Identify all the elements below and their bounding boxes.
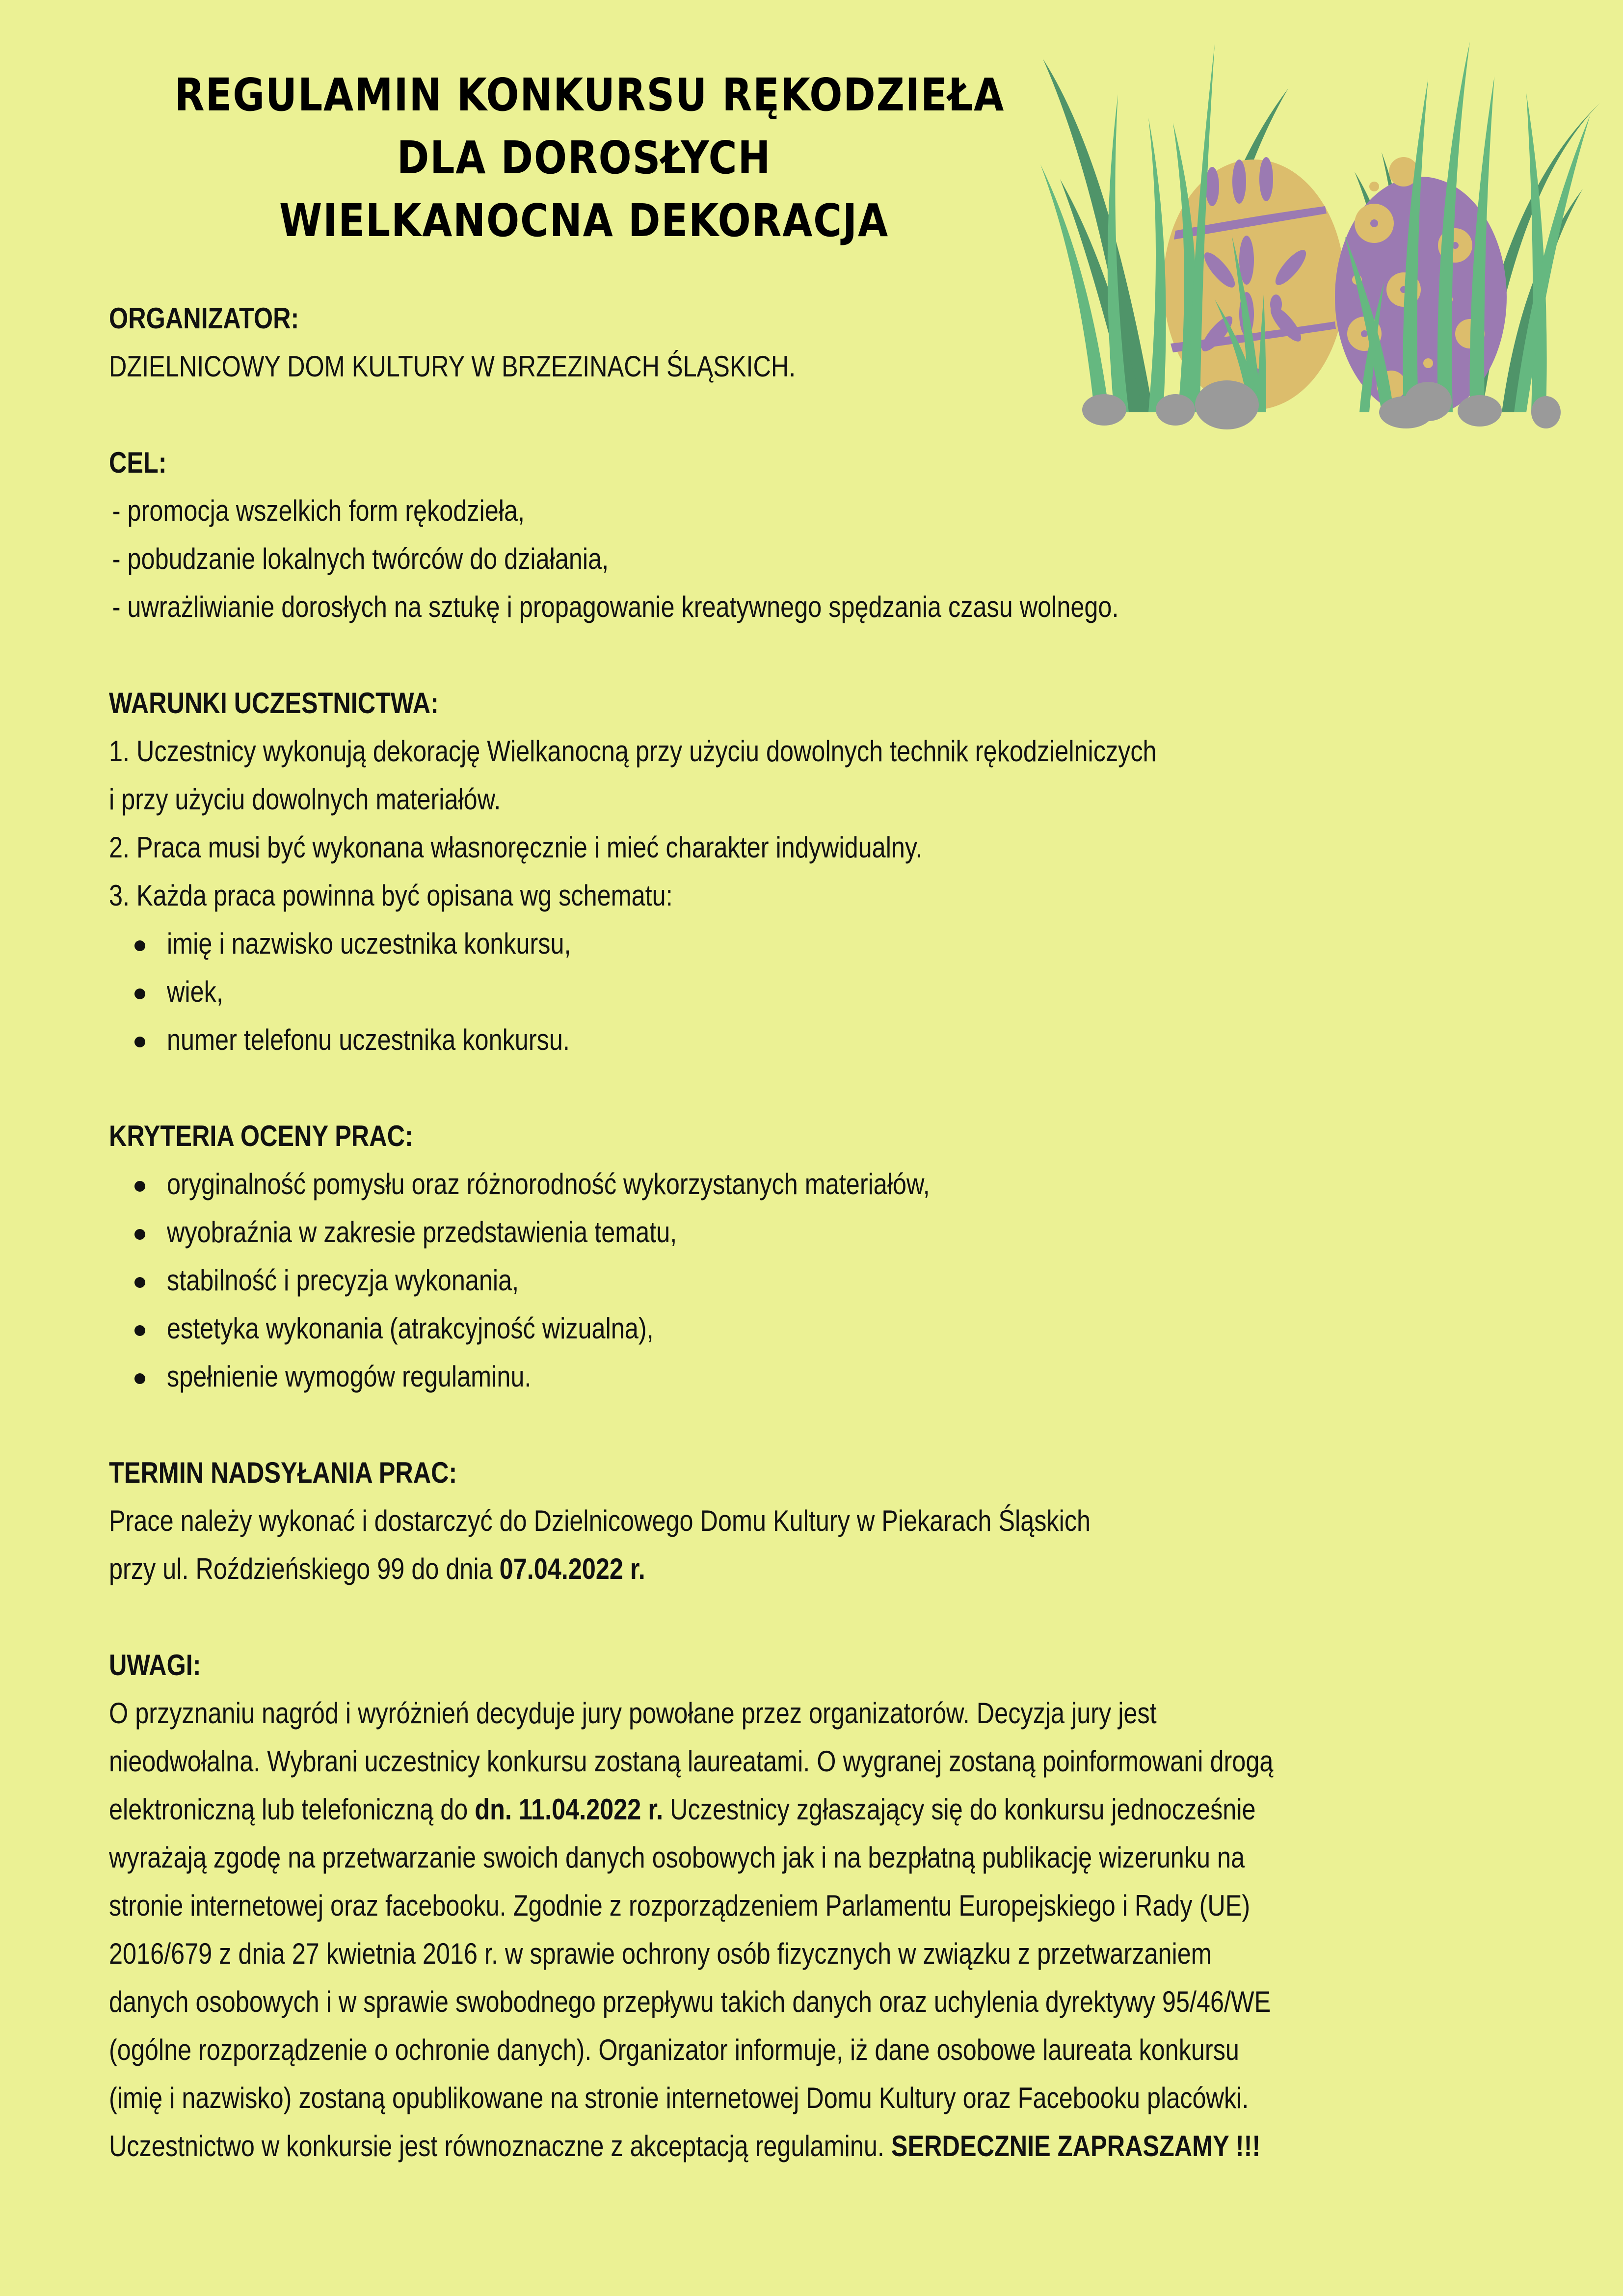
list-item-text: numer telefonu uczestnika konkursu.: [167, 1023, 570, 1056]
title-line: WIELKANOCNA DEKORACJA: [279, 194, 889, 247]
notes-line: stronie internetowej oraz facebooku. Zgodnie z rozporządzeniem Parlamentu Europejskiego i Rady (UE): [109, 1889, 1251, 1922]
list-item: [109, 920, 1571, 968]
section-heading: CEL:: [109, 446, 167, 479]
invitation-text: SERDECZNIE ZAPRASZAMY !!!: [891, 2130, 1261, 2163]
notes-line: nieodwołalna. Wybrani uczestnicy konkursu zostaną laureatami. O wygranej zostaną poinformowani drogą: [109, 1745, 1274, 1778]
condition-line: i przy użyciu dowolnych materiałów.: [109, 783, 501, 816]
section-deadline: [109, 1449, 1571, 1593]
list-item: [109, 1016, 1571, 1064]
page-title: [174, 64, 1005, 252]
rules-content: [109, 294, 1571, 2218]
bullet-icon: [134, 988, 145, 999]
list-item-text: stabilność i precyzja wykonania,: [167, 1264, 519, 1297]
notes-line: O przyznaniu nagród i wyróżnień decyduje jury powołane przez organizatorów. Decyzja jury jest: [109, 1697, 1157, 1730]
section-heading: TERMIN NADSYŁANIA PRAC:: [109, 1456, 457, 1489]
organizer-name: DZIELNICOWY DOM KULTURY W BRZEZINACH ŚLĄSKICH.: [109, 350, 796, 383]
section-goal: [109, 439, 1571, 631]
bullet-icon: [134, 1325, 145, 1336]
list-item-text: wiek,: [167, 975, 223, 1008]
deadline-line: Prace należy wykonać i dostarczyć do Dzielnicowego Domu Kultury w Piekarach Śląskich: [109, 1504, 1091, 1537]
section-notes: [109, 1641, 1571, 2170]
notes-paragraph: [109, 1689, 1569, 2170]
section-organizer: [109, 294, 1571, 391]
bullet-icon: [134, 1037, 145, 1047]
list-item-text: oryginalność pomysłu oraz różnorodność wykorzystanych materiałów,: [167, 1168, 930, 1201]
list-item-text: estetyka wykonania (atrakcyjność wizualna),: [167, 1312, 654, 1345]
goal-item: - pobudzanie lokalnych twórców do działania,: [112, 542, 609, 575]
bullet-icon: [134, 1373, 145, 1384]
list-item-text: wyobraźnia w zakresie przedstawienia tematu,: [167, 1216, 677, 1249]
condition-line: 2. Praca musi być wykonana własnoręcznie i mieć charakter indywidualny.: [109, 831, 923, 864]
condition-line: 3. Każda praca powinna być opisana wg schematu:: [109, 879, 673, 912]
section-heading: ORGANIZATOR:: [109, 302, 299, 335]
notes-text: elektroniczną lub telefoniczną do: [109, 1793, 475, 1826]
title-line: REGULAMIN KONKURSU RĘKODZIEŁA: [174, 69, 1005, 121]
list-item: [109, 1160, 1571, 1208]
section-heading: KRYTERIA OCENY PRAC:: [109, 1120, 413, 1152]
title-line: DLA DOROSŁYCH: [397, 132, 772, 184]
list-item: [109, 1208, 1571, 1256]
notes-line: danych osobowych i w sprawie swobodnego przepływu takich danych oraz uchylenia dyrektywy 95/46/WE: [109, 1985, 1271, 2018]
list-item: [109, 968, 1571, 1016]
notes-line: [109, 1786, 1569, 1834]
section-heading: WARUNKI UCZESTNICTWA:: [109, 687, 439, 720]
notes-line: 2016/679 z dnia 27 kwietnia 2016 r. w sprawie ochrony osób fizycznych w związku z przetwarzaniem: [109, 1937, 1212, 1970]
list-item: [109, 1353, 1571, 1401]
list-item: [109, 1256, 1571, 1305]
notes-line: [109, 2122, 1569, 2170]
bullet-icon: [134, 1277, 145, 1288]
bullet-icon: [134, 1181, 145, 1192]
notes-line: (imię i nazwisko) zostaną opublikowane na stronie internetowej Domu Kultury oraz Facebooku placówki.: [109, 2082, 1249, 2114]
bullet-icon: [134, 1229, 145, 1240]
results-date: dn. 11.04.2022 r.: [475, 1793, 664, 1826]
condition-bullets: [109, 920, 1571, 1064]
section-conditions: [109, 679, 1571, 1064]
notes-text: Uczestnictwo w konkursie jest równoznaczne z akceptacją regulaminu.: [109, 2130, 891, 2163]
list-item-text: spełnienie wymogów regulaminu.: [167, 1360, 532, 1393]
list-item: [109, 1305, 1571, 1353]
notes-line: wyrażają zgodę na przetwarzanie swoich danych osobowych jak i na bezpłatną publikację wizerunku na: [109, 1841, 1245, 1874]
notes-text: Uczestnicy zgłaszający się do konkursu jednocześnie: [663, 1793, 1256, 1826]
deadline-line: [109, 1545, 1337, 1593]
notes-line: (ogólne rozporządzenie o ochronie danych). Organizator informuje, iż dane osobowe laureata konkursu: [109, 2033, 1239, 2066]
section-criteria: [109, 1112, 1571, 1401]
list-item-text: imię i nazwisko uczestnika konkursu,: [167, 927, 571, 960]
section-heading: UWAGI:: [109, 1649, 201, 1682]
deadline-address: przy ul. Roździeńskiego 99 do dnia: [109, 1552, 500, 1585]
deadline-date: 07.04.2022 r.: [499, 1552, 645, 1585]
goal-item: - promocja wszelkich form rękodzieła,: [112, 494, 525, 527]
criteria-bullets: [109, 1160, 1571, 1401]
bullet-icon: [134, 940, 145, 951]
condition-line: 1. Uczestnicy wykonują dekorację Wielkanocną przy użyciu dowolnych technik rękodzielniczych: [109, 735, 1157, 768]
goal-item: - uwrażliwianie dorosłych na sztukę i propagowanie kreatywnego spędzania czasu wolnego.: [112, 590, 1119, 623]
